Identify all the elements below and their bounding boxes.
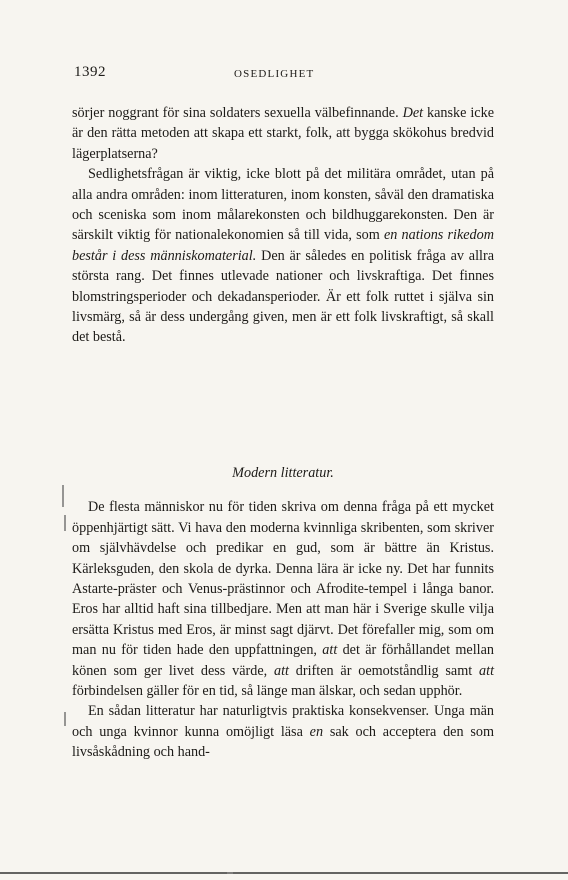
- page-header: [74, 64, 494, 84]
- paragraph: [72, 701, 494, 762]
- paragraph: [72, 103, 494, 164]
- text-run: Sedlighetsfrågan är viktig, icke blott på det militära området, utan på alla andra områden: inom litteraturen, inom konsten, såväl den dramatiska och sceniska som inom målarekonsten och bildhuggarekonsten. Den är särskilt viktig för nationalekonomien så till vida, som: [72, 166, 494, 244]
- running-head: OSEDLIGHET: [234, 68, 315, 80]
- text-run: kanske icke är den rätta metoden att skapa ett starkt, folk, att bygga skökohus bredvid lägerplatserna?: [72, 105, 494, 162]
- text-run: förbindelsen gäller för en tid, så länge man älskar, och sedan upphör.: [72, 683, 463, 700]
- section: [72, 441, 494, 763]
- body-text: [72, 103, 494, 348]
- text-run: Den är således en politisk fråga av allra största rang. Det finnes utlevade nationer och livskraftiga. Det finnes blomstringsperioder och dekadansperioder. Är ett folk ruttet i själva sin livsmärg, så är dess undergång given, men är ett folk livskraftigt, så skall det bestå.: [72, 247, 494, 346]
- text-run: sak och acceptera den som livsåskådning och hand-: [72, 723, 495, 761]
- emphasis: att: [479, 662, 495, 679]
- page-number: 1392: [74, 64, 106, 80]
- emphasis: att: [273, 662, 289, 679]
- paragraph: [72, 164, 494, 348]
- emphasis: en: [309, 723, 324, 740]
- margin-mark: [62, 485, 64, 507]
- emphasis: att: [322, 642, 338, 659]
- section-heading: Modern litteratur.: [232, 465, 334, 481]
- text-run: driften är oemotståndlig samt: [288, 662, 480, 679]
- margin-mark: [64, 515, 66, 531]
- text-run: sörjer noggrant för sina soldaters sexuella välbefinnande.: [72, 105, 403, 121]
- scan-edge-line: [0, 872, 568, 874]
- text-run: De flesta människor nu för tiden skriva om denna fråga på ett mycket öppenhjärtigt sätt. Vi hava den moderna kvinnliga skribenten, som skriver om självhävdelse och predikar en gud, som är bättre än Kristus. Kärleksguden, den skola de dyrka. Denna lära är icke ny. Det har funnits Astarte-präster och Venus-prästinnor och Afrodite-tempel i långa banor. Eros har alltid haft sina tillbedjare. Men att man här i Sverige skulle vilja ersätta Kristus med Eros, är minst sagt djärvt. Det förefaller mig, som om man nu för tiden hade den uppfattningen,: [72, 499, 494, 659]
- text-run: det är förhållandet mellan könen som ger livet dess värde,: [72, 642, 494, 679]
- paragraph: [72, 497, 494, 701]
- emphasis: Det: [402, 105, 424, 121]
- text-run: En sådan litteratur har naturligtvis praktiska konsekvenser. Unga män och unga kvinnor kunna omöjligt läsa: [72, 703, 494, 740]
- margin-mark: [64, 712, 66, 726]
- emphasis: en nations rikedom består i dess människomaterial.: [72, 227, 494, 264]
